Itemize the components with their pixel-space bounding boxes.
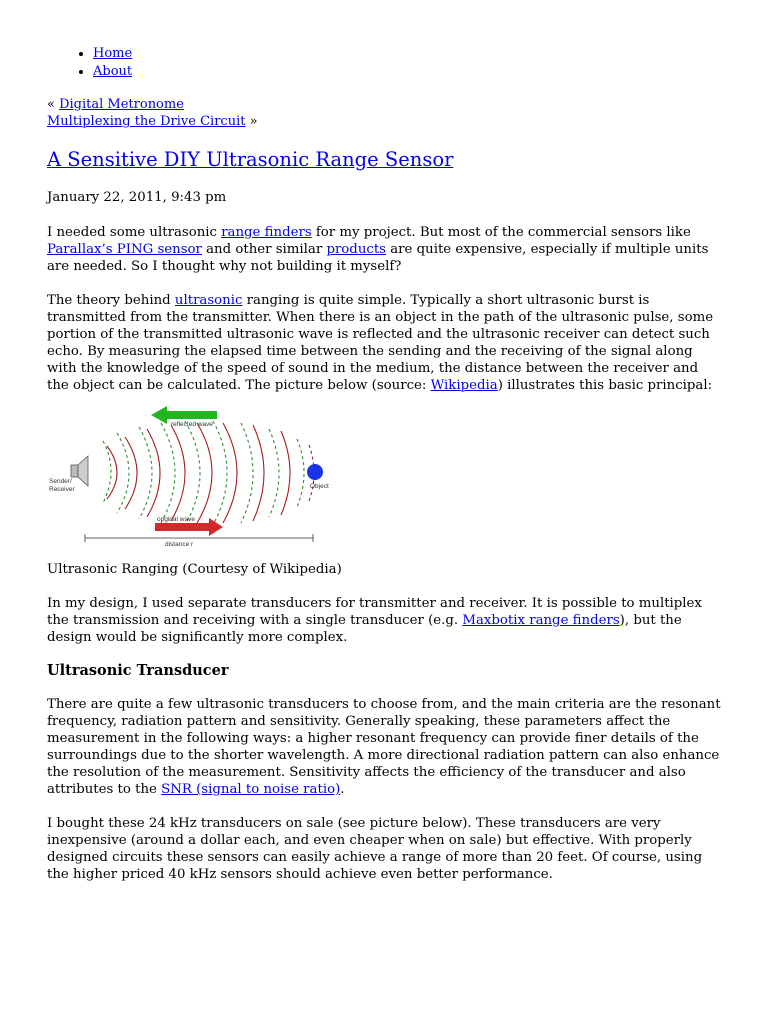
distance-label: distance r [165, 541, 194, 547]
home-link[interactable]: Home [93, 46, 133, 61]
wave-fronts [103, 421, 314, 525]
post-title [47, 148, 721, 172]
ranging-diagram [47, 401, 337, 547]
distance-line [85, 534, 313, 542]
ultrasonic-ranging-figure [47, 401, 337, 547]
maxbotix-link[interactable]: Maxbotix range finders [462, 613, 620, 628]
ultrasonic-link[interactable]: ultrasonic [174, 293, 243, 308]
paragraph-transducers: There are quite a few ultrasonic transducers to choose from, and the main criteria are the resonant frequency, radiation pattern and sensitivity. Generally speaking, these parameters affect the measurement in the following ways: a higher resonant frequency can provide finer details of the surroundings due to the shorter wavelength. A more directional radiation pattern can also enhance the resolution of the measurement. Sensitivity affects the efficiency of the transducer and also attributes to the SNR (signal to noise ratio). [47, 697, 721, 797]
sender-label-2: Receiver [49, 486, 75, 493]
previous-post-link[interactable]: Digital Metronome [59, 97, 184, 112]
previous-post [47, 96, 721, 113]
post-title-link[interactable]: A Sensitive DIY Ultrasonic Range Sensor [47, 148, 454, 171]
paragraph-theory: The theory behind ultrasonic ranging is quite simple. Typically a short ultrasonic burst is transmitted from the transmitter. When there is an object in the path of the ultrasonic pulse, some portion of the transmitted ultrasonic wave is reflected and the ultrasonic receiver can detect such echo. By measuring the elapsed time between the sending and the receiving of the signal along with the knowledge of the speed of sound in the medium, the distance between the receiver and the object can be calculated. The picture below (source: Wikipedia) illustrates this basic principal: [47, 293, 714, 393]
next-post [47, 113, 721, 130]
products-link[interactable]: products [326, 242, 387, 257]
paragraph-purchase: I bought these 24 kHz transducers on sale (see picture below). These transducers are very inexpensive (around a dollar each, and even cheaper when on sale) but effective. With properly designed circuits these sensors can easily achieve a range of more than 20 feet. Of course, using the higher priced 40 kHz sensors should achieve even better performance. [47, 816, 703, 882]
nav-item-home [93, 45, 721, 63]
post-navigation [47, 96, 721, 130]
sender-label-1: Sender/ [49, 478, 72, 485]
paragraph-design: In my design, I used separate transducers for transmitter and receiver. It is possible to multiplex the transmission and receiving with a single transducer (e.g. Maxbotix range finders), but the design would be significantly more complex. [47, 596, 702, 645]
figure-caption: Ultrasonic Ranging (Courtesy of Wikipedia) [47, 562, 342, 577]
post-date: January 22, 2011, 9:43 pm [47, 190, 227, 205]
snr-link[interactable]: SNR (signal to noise ratio) [161, 782, 341, 797]
prev-arrow: « [47, 97, 60, 112]
paragraph-intro: I needed some ultrasonic range finders for my project. But most of the commercial sensors like Parallax’s PING sensor and other similar products are quite expensive, especially if multiple units are needed. So I thought why not building it myself? [47, 225, 709, 274]
next-post-link[interactable]: Multiplexing the Drive Circuit [47, 114, 246, 129]
range-finders-link[interactable]: range finders [221, 225, 312, 240]
parallax-ping-link[interactable]: Parallax’s PING sensor [47, 242, 202, 257]
top-nav [47, 0, 721, 81]
wikipedia-link[interactable]: Wikipedia [430, 378, 498, 393]
object-label: Object [310, 483, 329, 490]
section-heading: Ultrasonic Transducer [47, 662, 229, 679]
original-wave-label: original wave [157, 516, 195, 523]
reflected-wave-label: reflected wave [171, 421, 213, 428]
about-link[interactable]: About [93, 64, 133, 79]
object-circle [307, 464, 323, 480]
next-arrow: » [245, 114, 258, 129]
nav-item-about [93, 63, 721, 81]
speaker-icon [71, 456, 88, 486]
